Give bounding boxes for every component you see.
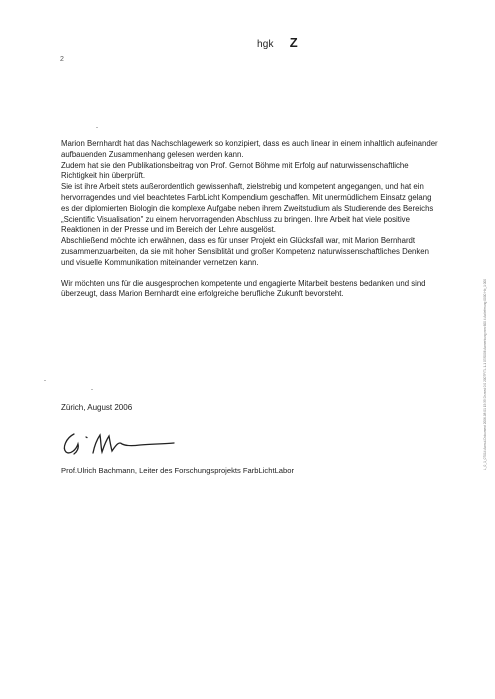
paragraph: Zudem hat sie den Publikationsbeitrag von Prof. Gernot Böhme mit Erfolg auf naturwissenschaftliche Richtigkeit hin überprüft.	[61, 160, 409, 181]
institution-logo	[257, 35, 298, 50]
margin-print-code: L_0_1_07014 Anm.d.Dokument 2006-08 01 15:35 Dr.med 0 0 2007F/TL 1-1 07/0006 Anmerkung mm 600 4 Anlieferung 0000 Hb_1 000	[483, 278, 487, 470]
logo-mark: Z	[289, 35, 298, 50]
paragraph: Wir möchten uns für die ausgesprochen kompetente und engagierte Mitarbeit bestens bedanken und sind überzeugt, dass Marion Bernhardt eine erfolgreiche berufliche Zukunft bevorsteht.	[61, 278, 426, 299]
signatory-line: Prof.Ulrich Bachmann, Leiter des Forschungsprojekts FarbLichtLabor	[61, 466, 294, 475]
handwritten-signature	[60, 428, 180, 458]
paragraph: Marion Bernhardt hat das Nachschlagewerk so konzipiert, dass es auch linear in einem inhaltlich aufeinander aufbauenden Zusammenhang gelesen werden kann.	[61, 139, 438, 159]
place-date: Zürich, August 2006	[61, 403, 133, 412]
page-number: 2	[60, 56, 64, 63]
scan-speck	[96, 127, 98, 128]
paragraph: Sie ist ihre Arbeit stets außerordentlich gewissenhaft, zielstrebig und kompetent angegangen, und hat ein hervorragendes und viel beachtetes FarbLicht Kompendium geschaffen. Mit unermüdlichem Einsatz gelang es der diplomierten Biologin die komplexe Aufgabe neben ihrem Zweitstudium als Studierende des Bereichs „Scientific Visualisation" zu einem hervorragenden Abschluss zu bringen. Ihre Arbeit hat viele positive Reaktionen in der Presse und im Bereich der Lehre ausgelöst.	[61, 182, 434, 235]
scan-speck	[44, 380, 46, 381]
scan-speck	[91, 389, 93, 390]
letter-body	[61, 139, 441, 300]
logo-text: hgk	[257, 39, 274, 50]
paragraph: Abschließend möchte ich erwähnen, dass es für unser Projekt ein Glücksfall war, mit Marion Bernhardt zusammenzuarbeiten, da sie mit hoher Sensiblität und großer Kompetenz naturwissenschaftliches Denken und visuelle Kommunikation miteinander vernetzen kann.	[61, 236, 429, 267]
